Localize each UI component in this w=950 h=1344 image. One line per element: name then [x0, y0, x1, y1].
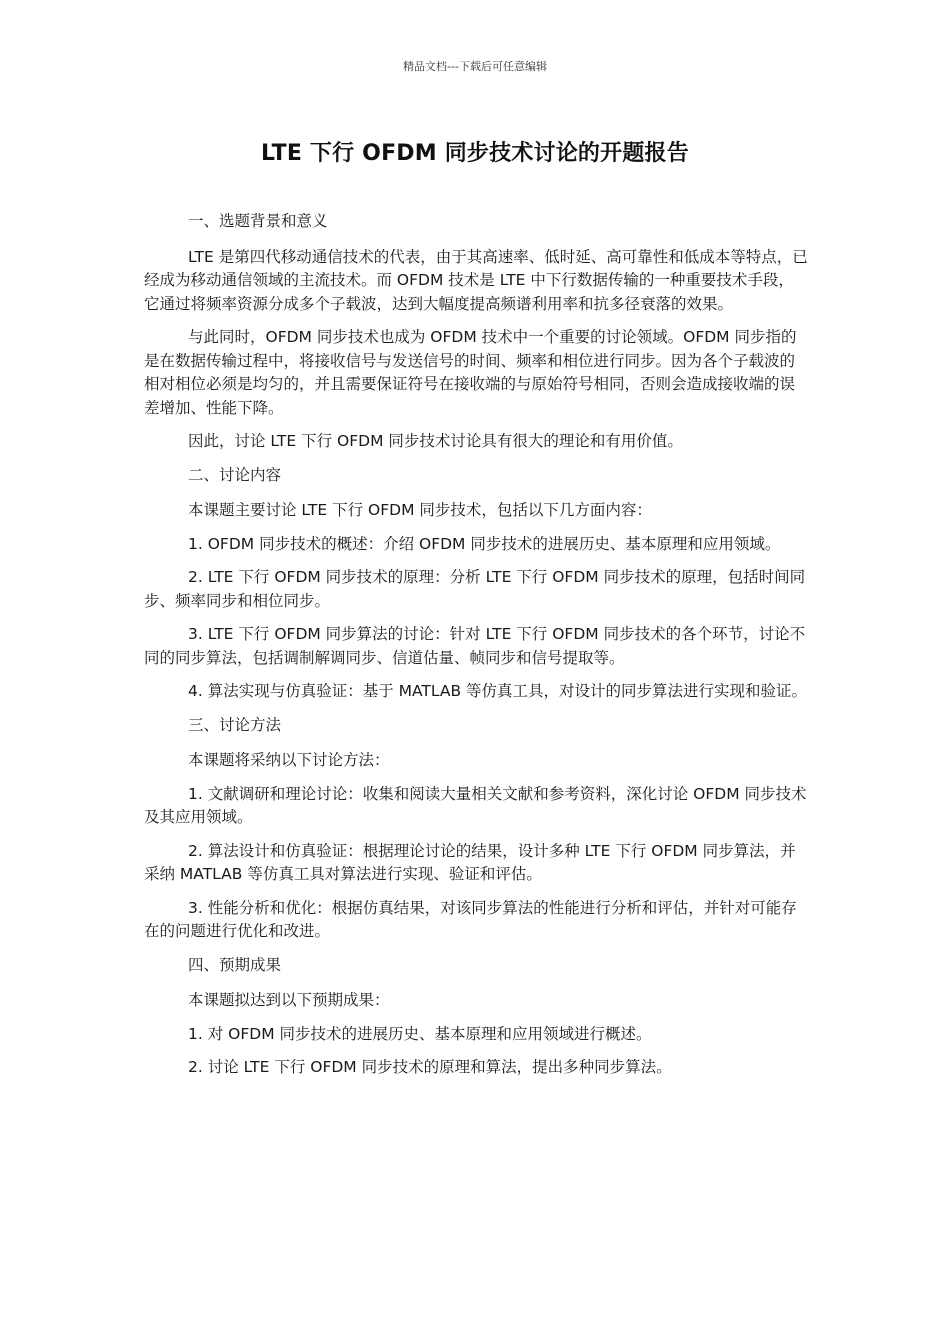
document-title: LTE 下行 OFDM 同步技术讨论的开题报告	[261, 141, 689, 166]
list-item-method-3: 3. 性能分析和优化：根据仿真结果，对该同步算法的性能进行分析和评估，并针对可能存在的问题进行优化和改进。	[144, 898, 797, 940]
list-item-method-2: 2. 算法设计和仿真验证：根据理论讨论的结果，设计多种 LTE 下行 OFDM 同步算法，并采纳 MATLAB 等仿真工具对算法进行实现、验证和评估。	[144, 841, 796, 883]
list-item-method-1: 1. 文献调研和理论讨论：收集和阅读大量相关文献和参考资料，深化讨论 OFDM 同步技术及其应用领域。	[144, 784, 807, 826]
paragraph-lte-intro: LTE 是第四代移动通信技术的代表，由于其高速率、低时延、高可靠性和低成本等特点，已经成为移动通信领域的主流技术。而 OFDM 技术是 LTE 中下行数据传输的一种重要技术手段，它通过将频率资源分成多个子载波，达到大幅度提高频谱利用率和抗多径衰落的效果。	[144, 247, 808, 313]
paragraph-methods-intro: 本课题将采纳以下讨论方法：	[188, 751, 390, 769]
paragraph-ofdm-sync: 与此同时，OFDM 同步技术也成为 OFDM 技术中一个重要的讨论领域。OFDM 同步指的是在数据传输过程中，将接收信号与发送信号的时间、频率和相位进行同步。因为各个子载波的相对相位必须是均匀的，并且需要保证符号在接收端的与原始符号相同，否则会造成接收端的误差增加、性能下降。	[144, 328, 797, 417]
header-note: 精品文档---下载后可任意编辑	[403, 60, 547, 73]
list-item-content-3: 3. LTE 下行 OFDM 同步算法的讨论：针对 LTE 下行 OFDM 同步技术的各个环节，讨论不同的同步算法，包括调制解调同步、信道估量、帧同步和信号提取等。	[144, 625, 806, 667]
section-heading-outcomes: 四、预期成果	[188, 955, 282, 974]
paragraph-value: 因此，讨论 LTE 下行 OFDM 同步技术讨论具有很大的理论和有用价值。	[188, 432, 683, 450]
section-heading-background: 一、选题背景和意义	[188, 212, 328, 230]
paragraph-outcomes-intro: 本课题拟达到以下预期成果：	[188, 991, 390, 1009]
list-item-outcome-2: 2. 讨论 LTE 下行 OFDM 同步技术的原理和算法，提出多种同步算法。	[188, 1058, 672, 1076]
section-heading-methods: 三、讨论方法	[188, 715, 282, 734]
list-item-content-1: 1. OFDM 同步技术的概述：介绍 OFDM 同步技术的进展历史、基本原理和应用领域。	[188, 534, 781, 553]
list-item-content-4: 4. 算法实现与仿真验证：基于 MATLAB 等仿真工具，对设计的同步算法进行实现和验证。	[188, 682, 808, 700]
paragraph-content-intro: 本课题主要讨论 LTE 下行 OFDM 同步技术，包括以下几方面内容：	[188, 501, 652, 519]
list-item-content-2: 2. LTE 下行 OFDM 同步技术的原理：分析 LTE 下行 OFDM 同步技术的原理，包括时间同步、频率同步和相位同步。	[144, 568, 806, 610]
section-heading-content: 二、讨论内容	[188, 465, 282, 484]
list-item-outcome-1: 1. 对 OFDM 同步技术的进展历史、基本原理和应用领域进行概述。	[188, 1024, 652, 1043]
document-body	[144, 210, 808, 1090]
